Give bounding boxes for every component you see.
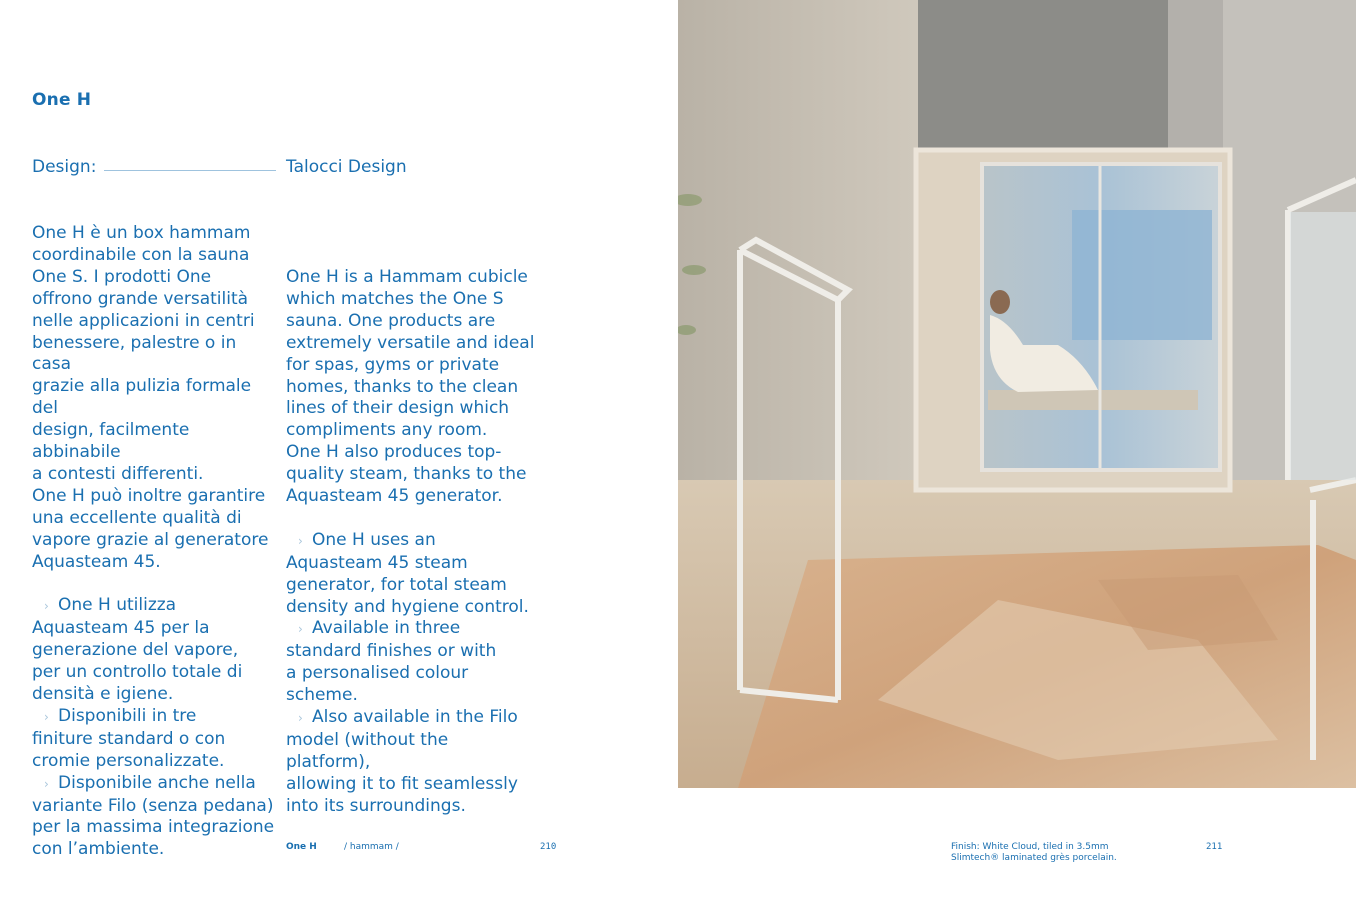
chevron-right-icon: ›: [298, 533, 303, 548]
text-line: Aquasteam 45 steam: [286, 552, 468, 573]
text-line: standard finishes or with: [286, 641, 497, 662]
text-line: scheme.: [286, 685, 358, 706]
text-line: density and hygiene control.: [286, 596, 529, 617]
italian-text-column: [32, 223, 280, 861]
text-line: generator, for total steam: [286, 574, 507, 595]
page-number-left: 210: [540, 842, 557, 852]
text-line: One H is a Hammam cubicle: [286, 267, 528, 287]
chevron-right-icon: ›: [44, 709, 49, 724]
page-number-right: 211: [1206, 842, 1223, 852]
english-bullet-list: [286, 530, 536, 818]
caption-line: Finish: White Cloud, tiled in 3.5mm: [951, 842, 1109, 852]
text-line: One H può inoltre garantire: [32, 485, 266, 506]
text-line: extremely versatile and ideal: [286, 332, 535, 353]
design-divider-line: [104, 170, 276, 171]
text-line: a personalised colour: [286, 663, 469, 684]
bullet-item: › Disponibili in tre: [32, 706, 280, 729]
footer-product-name: One H: [286, 842, 317, 852]
footer-category: / hammam /: [344, 842, 399, 852]
text-line: benessere, palestre o in casa: [32, 332, 237, 375]
bullet-item: › Available in three: [286, 618, 536, 641]
bullet-item: › Disponibile anche nella: [32, 773, 280, 796]
design-label: Design:: [32, 157, 97, 177]
italian-intro: [32, 223, 280, 574]
chevron-right-icon: ›: [298, 711, 303, 726]
chevron-right-icon: ›: [44, 776, 49, 791]
text-line: Aquasteam 45.: [32, 551, 161, 572]
bullet-item: › One H utilizza: [32, 595, 280, 618]
chevron-right-icon: ›: [44, 599, 49, 614]
text-line: homes, thanks to the clean: [286, 376, 519, 397]
text-line: cromie personalizzate.: [32, 750, 225, 771]
text-line: offrono grande versatilità: [32, 288, 249, 309]
text-line: for spas, gyms or private: [286, 354, 500, 375]
text-line: grazie alla pulizia formale del: [32, 376, 252, 419]
text-line: One H also produces top-: [286, 442, 502, 463]
text-line: quality steam, thanks to the: [286, 464, 527, 485]
text-line: which matches the One S: [286, 288, 504, 309]
text-line: generazione del vapore,: [32, 640, 239, 661]
text-line: vapore grazie al generatore: [32, 529, 269, 550]
text-line: per la massima integrazione: [32, 817, 275, 838]
text-line: compliments any room.: [286, 420, 488, 441]
text-line: lines of their design which: [286, 398, 510, 419]
text-line: into its surroundings.: [286, 795, 466, 816]
text-line: Aquasteam 45 per la: [32, 618, 210, 639]
text-line: nelle applicazioni in centri: [32, 310, 255, 331]
text-line: One H è un box hammam: [32, 223, 251, 243]
text-line: sauna. One products are: [286, 310, 496, 331]
text-line: One S. I prodotti One: [32, 266, 212, 287]
text-line: con l’ambiente.: [32, 839, 165, 860]
designer-name: Talocci Design: [286, 157, 407, 177]
caption-line: Slimtech® laminated grès porcelain.: [951, 853, 1117, 863]
english-intro: [286, 267, 536, 508]
bullet-item: › One H uses an: [286, 530, 536, 553]
chevron-right-icon: ›: [298, 622, 303, 637]
text-line: allowing it to fit seamlessly: [286, 773, 518, 794]
text-line: variante Filo (senza pedana): [32, 795, 274, 816]
product-photo: [678, 0, 1356, 788]
italian-bullet-list: [32, 595, 280, 861]
bullet-item: › Also available in the Filo: [286, 707, 536, 730]
product-title: One H: [32, 90, 92, 110]
text-line: Aquasteam 45 generator.: [286, 486, 503, 507]
text-line: per un controllo totale di: [32, 662, 243, 683]
text-line: a contesti differenti.: [32, 463, 204, 484]
text-line: densità e igiene.: [32, 684, 174, 705]
text-line: una eccellente qualità di: [32, 507, 242, 528]
english-text-column: [286, 267, 536, 818]
text-line: finiture standard o con: [32, 728, 226, 749]
text-line: coordinabile con la sauna: [32, 244, 250, 265]
text-line: model (without the platform),: [286, 730, 449, 772]
photo-caption: [951, 842, 1117, 864]
text-line: design, facilmente abbinabile: [32, 420, 190, 463]
